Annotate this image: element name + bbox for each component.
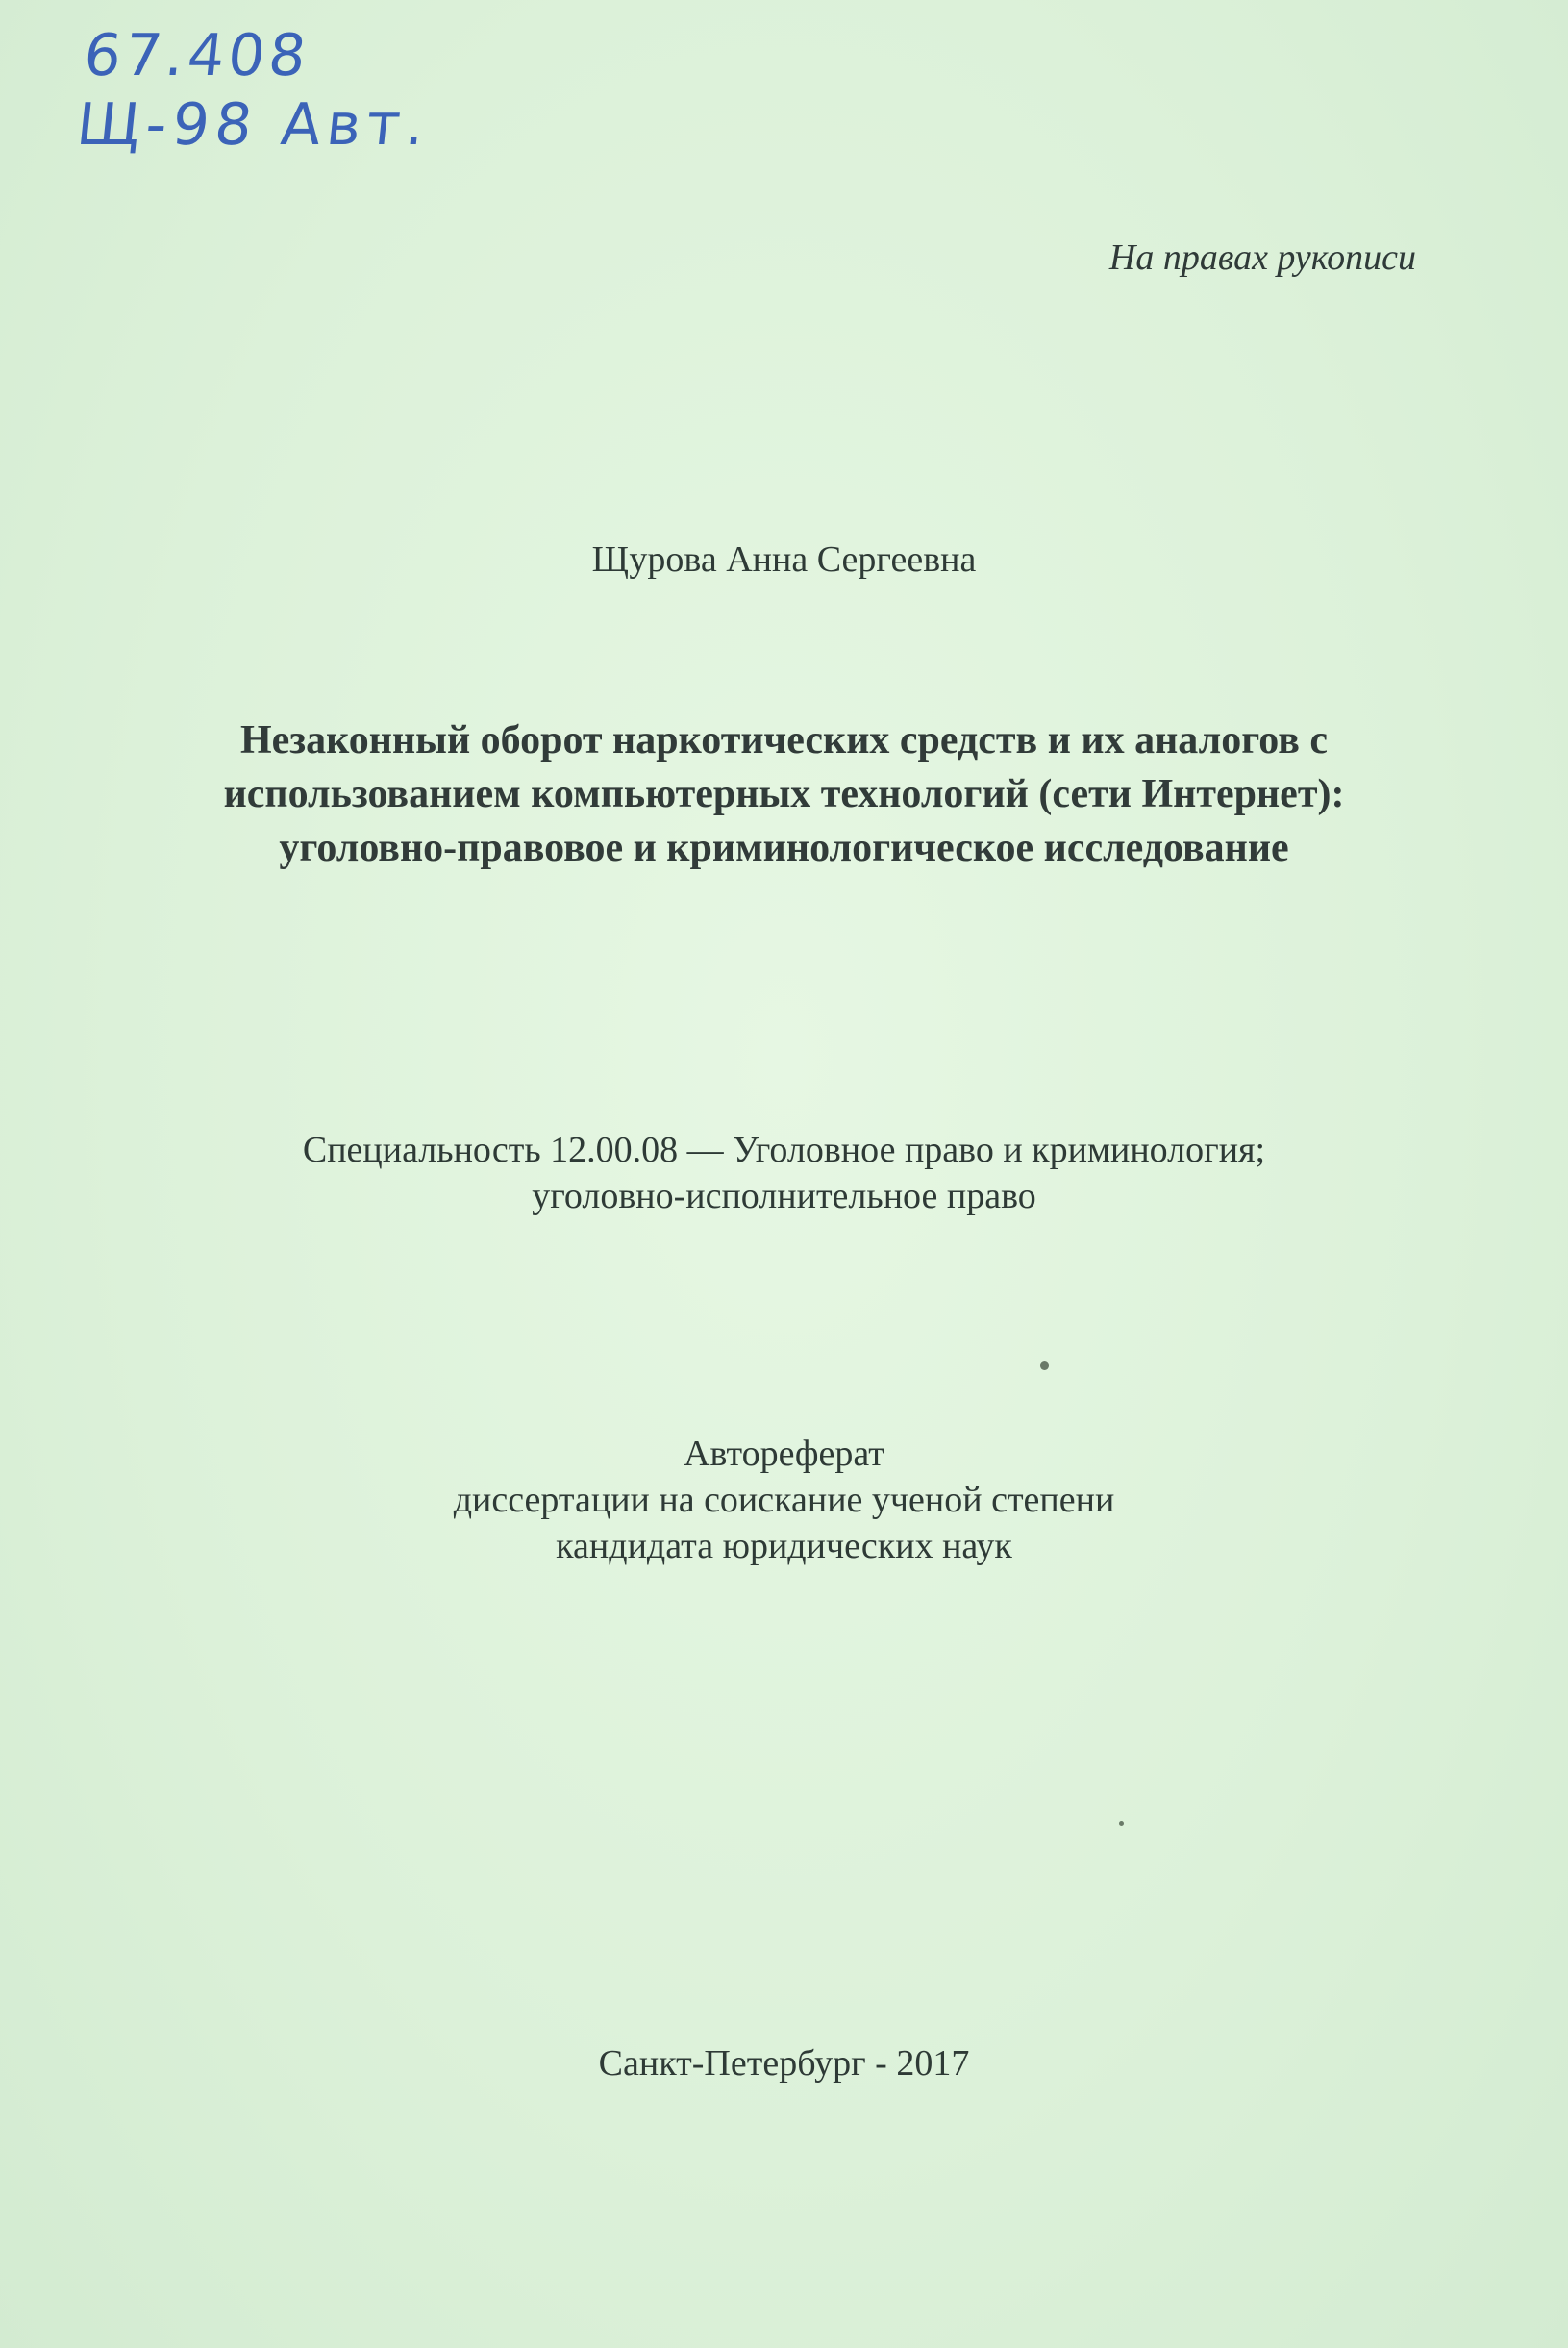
city-year: Санкт-Петербург - 2017	[598, 2043, 970, 2084]
title-line: использованием компьютерных технологий (сети Интернет):	[223, 772, 1345, 816]
abstract-block	[0, 1431, 1568, 1569]
handwritten-shelfmark	[73, 21, 440, 160]
shelfmark-line-1: 67.408	[81, 22, 313, 89]
specialty-line: уголовно-исполнительное право	[532, 1176, 1036, 1216]
manuscript-rights-note: На правах рукописи	[1108, 237, 1416, 278]
abstract-line: кандидата юридических наук	[556, 1526, 1012, 1566]
title-line: уголовно-правовое и криминологическое исследование	[279, 826, 1289, 870]
abstract-line: Автореферат	[684, 1434, 884, 1474]
author-name: Щурова Анна Сергеевна	[591, 539, 977, 580]
title-line: Незаконный оборот наркотических средств и их аналогов с	[239, 718, 1329, 762]
paper-speck	[1040, 1361, 1049, 1370]
specialty-block	[0, 1127, 1568, 1219]
abstract-line: диссертации на соискание ученой степени	[453, 1480, 1115, 1520]
paper-speck	[1119, 1821, 1124, 1826]
specialty-line: Специальность 12.00.08 — Уголовное право и криминология;	[302, 1130, 1266, 1170]
dissertation-title	[0, 713, 1568, 875]
shelfmark-line-2: Щ-98 Авт.	[73, 91, 435, 159]
